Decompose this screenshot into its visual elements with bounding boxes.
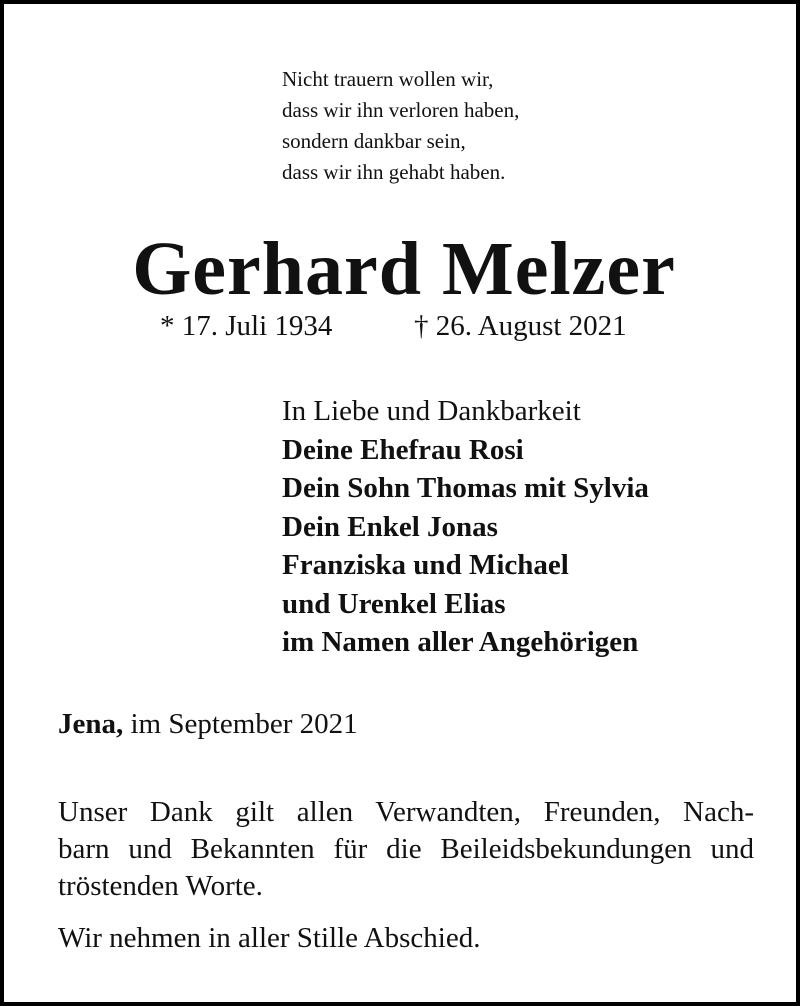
memorial-poem (282, 64, 519, 188)
birth-date: * 17. Juli 1934 (160, 310, 333, 342)
place: Jena, (58, 708, 124, 740)
poem-line: Nicht trauern wollen wir, (282, 67, 494, 91)
thanks-line: tröstenden Worte. (58, 870, 263, 902)
farewell-text: Wir nehmen in aller Stille Abschied. (58, 922, 481, 954)
poem-line: dass wir ihn gehabt haben. (282, 160, 506, 184)
date: im September 2021 (123, 708, 358, 740)
place-date (58, 706, 358, 742)
mourner-name: Deine Ehefrau Rosi (282, 433, 524, 466)
mourner-name: Dein Sohn Thomas mit Sylvia (282, 472, 649, 504)
death-date: † 26. August 2021 (414, 310, 627, 342)
mourner-name: Dein Enkel Jonas (282, 510, 498, 543)
mourners-intro: In Liebe und Dankbarkeit (282, 395, 581, 427)
poem-line: sondern dankbar sein, (282, 129, 466, 153)
thanks-paragraph (58, 794, 754, 905)
poem-line: dass wir ihn verloren haben, (282, 98, 520, 122)
thanks-line: barn und Bekannten für die Beileidsbekundungen und (58, 833, 754, 865)
mourners-list (282, 392, 649, 662)
mourner-name: Franziska und Michael (282, 549, 569, 581)
deceased-name: Gerhard Melzer (132, 227, 676, 311)
mourner-name: und Urenkel Elias (282, 587, 506, 620)
thanks-line: Unser Dank gilt allen Verwandten, Freunden, Nach- (58, 796, 754, 828)
mourner-name: im Namen aller Angehörigen (282, 626, 639, 658)
